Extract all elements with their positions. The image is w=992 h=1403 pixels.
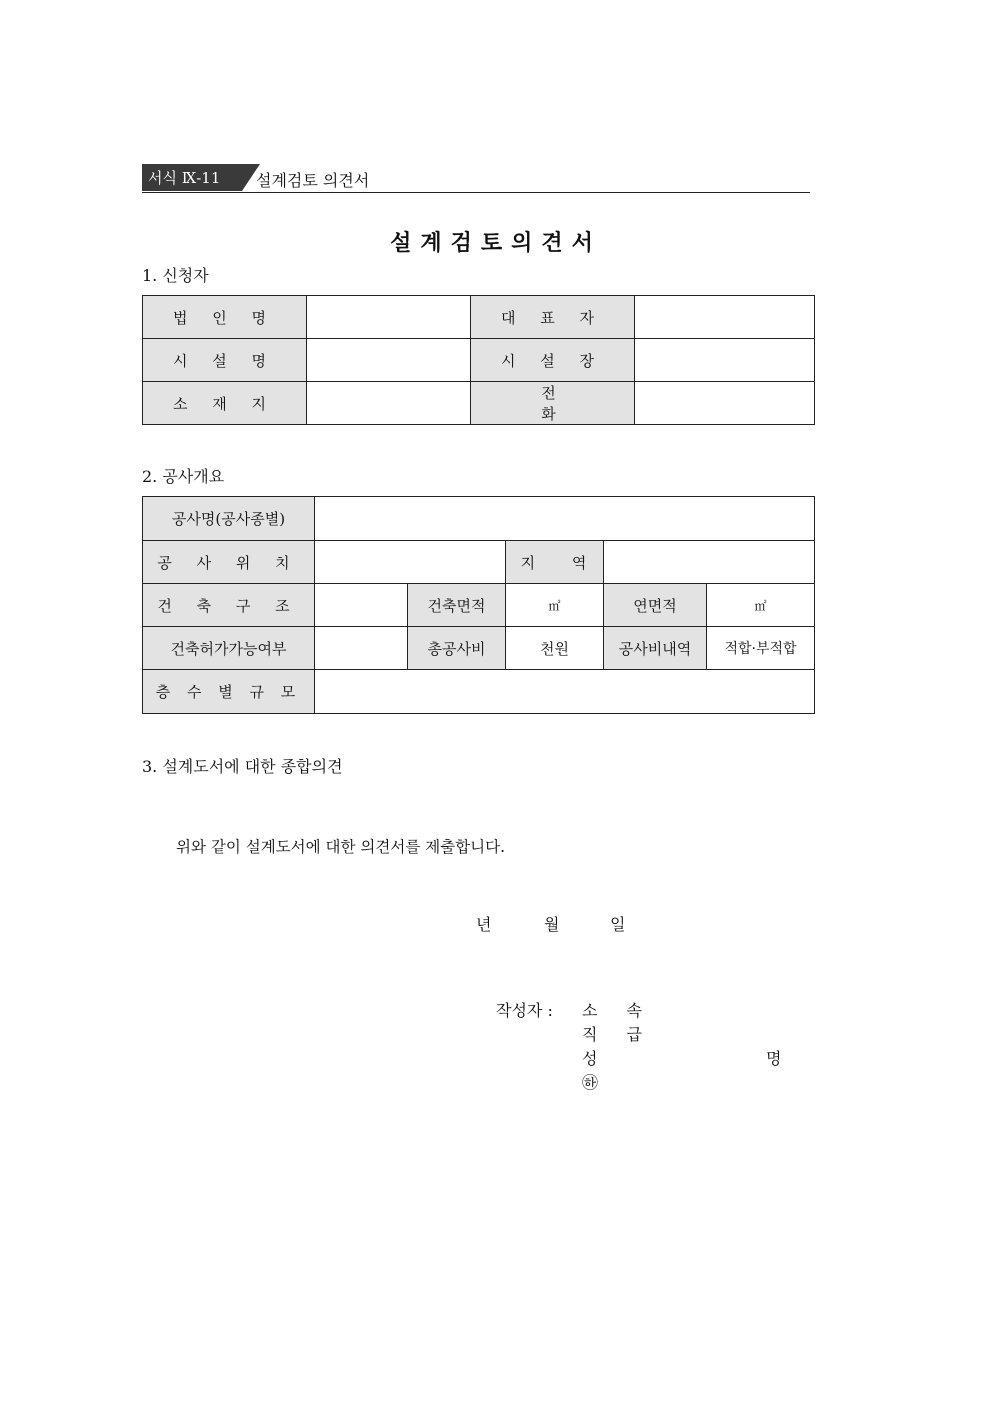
section3-heading: 3. 설계도서에 대한 종합의견	[142, 757, 343, 776]
phone-field[interactable]	[635, 382, 815, 425]
project-name-field[interactable]	[315, 497, 815, 541]
representative-label: 대 표 자	[471, 296, 635, 339]
facility-name-label: 시 설 명	[143, 339, 307, 382]
month-label: 월	[544, 915, 560, 934]
author-label: 작성자 :	[496, 1001, 553, 1020]
permit-row	[143, 627, 815, 670]
form-code: 서식 Ⅸ-11	[148, 169, 221, 187]
name-label-right: 명	[766, 1049, 782, 1068]
location-row	[143, 541, 815, 584]
building-area-unit[interactable]: ㎡	[506, 584, 604, 627]
author-block	[496, 998, 796, 1098]
facility-head-field[interactable]	[635, 339, 815, 382]
affiliation-label: 소 속	[582, 1001, 654, 1020]
name-label-left: 성	[582, 1049, 598, 1068]
floor-scale-field[interactable]	[315, 670, 815, 714]
region-field[interactable]	[604, 541, 815, 584]
structure-row	[143, 584, 815, 627]
form-name: 설계검토 의견서	[256, 171, 370, 190]
total-floor-area-label: 연면적	[604, 584, 707, 627]
applicant-row	[143, 382, 815, 425]
region-label: 지 역	[506, 541, 604, 584]
total-cost-unit[interactable]: 천원	[506, 627, 604, 670]
section1-heading: 1. 신청자	[142, 266, 209, 285]
address-field[interactable]	[307, 382, 471, 425]
submission-statement: 위와 같이 설계도서에 대한 의견서를 제출합니다.	[176, 838, 506, 856]
representative-field[interactable]	[635, 296, 815, 339]
permit-availability-label: 건축허가가능여부	[143, 627, 315, 670]
seal-mark: ㉻	[582, 1073, 599, 1092]
corporation-name-field[interactable]	[307, 296, 471, 339]
address-label: 소 재 지	[143, 382, 307, 425]
building-structure-field[interactable]	[315, 584, 408, 627]
total-cost-label: 총공사비	[408, 627, 506, 670]
project-location-field[interactable]	[315, 541, 506, 584]
corporation-name-label: 법 인 명	[143, 296, 307, 339]
form-header	[142, 164, 810, 193]
document-title: 설계검토의견서	[390, 231, 602, 256]
facility-head-label: 시 설 장	[471, 339, 635, 382]
project-name-row	[143, 497, 815, 541]
project-location-label: 공 사 위 치	[143, 541, 315, 584]
phone-label: 전 화	[471, 382, 635, 425]
project-name-label: 공사명(공사종별)	[143, 497, 315, 541]
facility-name-field[interactable]	[307, 339, 471, 382]
form-code-tag	[142, 164, 242, 191]
day-label: 일	[610, 915, 626, 934]
total-floor-area-unit[interactable]: ㎡	[707, 584, 815, 627]
suitability-field[interactable]: 적합·부적합	[707, 627, 815, 670]
floor-scale-label: 층 수 별 규 모	[143, 670, 315, 714]
cost-detail-label: 공사비내역	[604, 627, 707, 670]
floor-scale-row	[143, 670, 815, 714]
building-area-label: 건축면적	[408, 584, 506, 627]
permit-availability-field[interactable]	[315, 627, 408, 670]
applicant-row	[143, 339, 815, 382]
construction-overview-table	[142, 496, 815, 714]
applicant-table	[142, 295, 815, 425]
applicant-row	[143, 296, 815, 339]
year-label: 년	[476, 915, 492, 934]
section2-heading: 2. 공사개요	[142, 467, 225, 486]
rank-label: 직 급	[582, 1025, 654, 1044]
building-structure-label: 건 축 구 조	[143, 584, 315, 627]
